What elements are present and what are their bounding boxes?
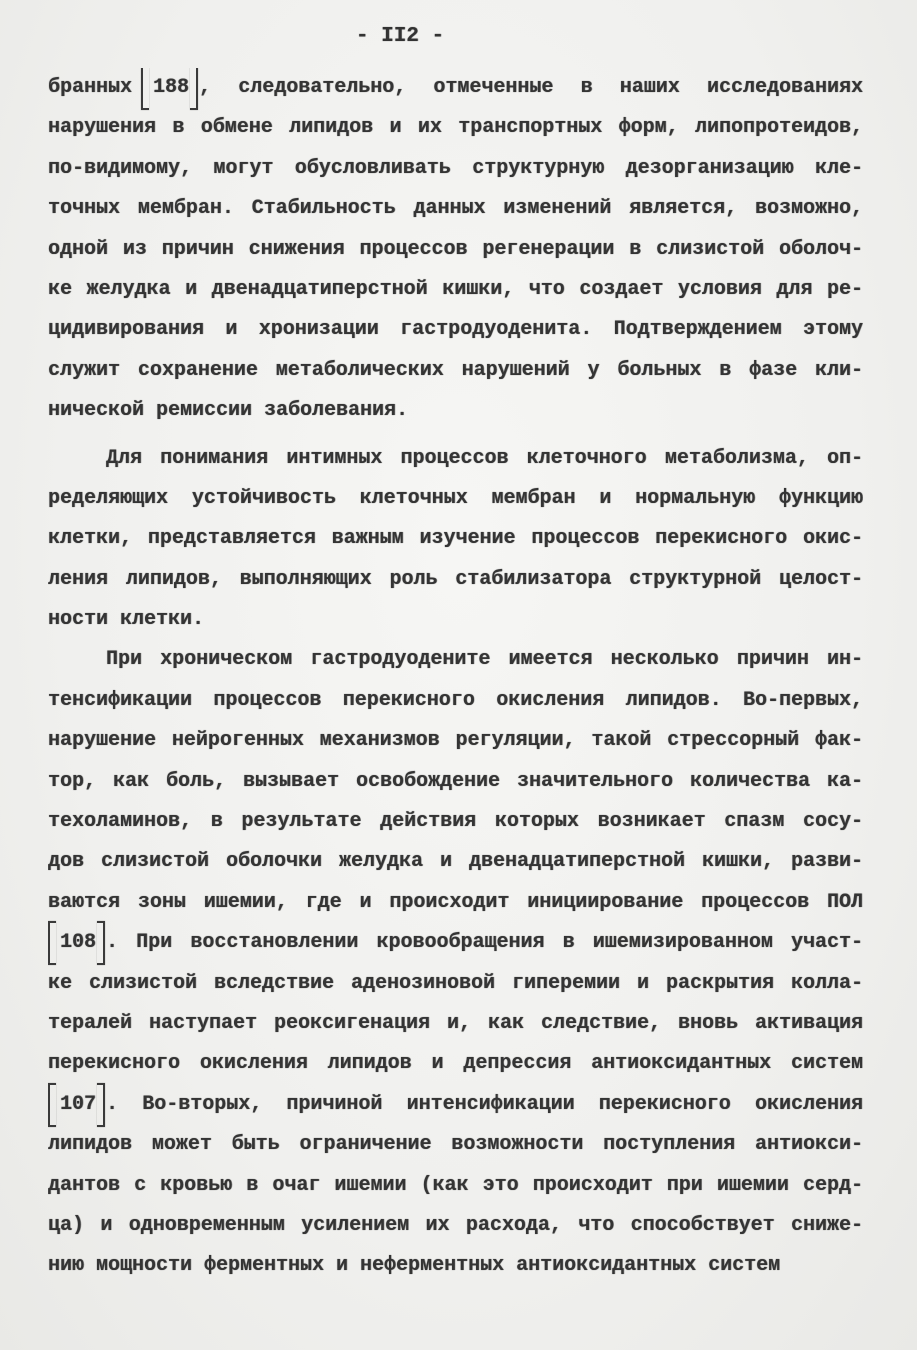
text-line: Для понимания интимных процессов клеточного метаболизма, оп- [106,446,863,470]
right-bracket [190,68,198,110]
text-line [48,68,863,108]
left-bracket [141,68,149,110]
text-line: одной из причин снижения процессов регенерации в слизистой оболоч- [48,237,863,261]
text-line: ности клетки. [48,608,205,632]
text-line: клетки, представляется важным изучение процессов перекисного окис- [48,527,863,551]
document-body [48,68,863,1287]
right-bracket [97,1083,105,1127]
text-line: При хроническом гастродуодените имеется несколько причин ин- [106,648,863,672]
reference-number: 107 [60,1092,97,1116]
reference-number: 188 [153,76,190,99]
text-line: точных мембран. Стабильность данных изменений является, возможно, [48,197,863,221]
text-segment: бранных [48,76,133,99]
text-line: нической ремиссии заболевания. [48,399,409,423]
text-line: ке желудка и двенадцатиперстной кишки, что создает условия для ре- [48,277,863,301]
paragraph [48,640,863,1286]
text-line: дантов с кровью в очаг ишемии (как это происходит при ишемии серд- [48,1173,863,1197]
left-bracket [48,1083,56,1127]
text-line [48,1085,863,1125]
text-line: служит сохранение метаболических нарушений у больных в фазе кли- [48,358,863,382]
text-segment: . Во-вторых, причиной интенсификации перекисного окисления [106,1092,863,1116]
text-line: нарушение нейрогенных механизмов регуляции, такой стрессорный фак- [48,729,863,753]
text-segment: , следовательно, отмеченные в наших исследованиях [199,76,863,99]
text-line: ления липидов, выполняющих роль стабилизатора структурной целост- [48,567,863,591]
reference-citation [48,1092,105,1118]
text-line: ца) и одновременным усилением их расхода, что способствует сниже- [48,1213,863,1237]
text-line: дов слизистой оболочки желудка и двенадцатиперстной кишки, разви- [48,850,863,874]
text-line: ваются зоны ишемии, где и происходит инициирование процессов ПОЛ [48,890,863,914]
reference-citation [48,930,105,956]
text-segment: . При восстановлении кровообращения в ишемизированном участ- [106,931,863,955]
text-line: тенсификации процессов перекисного окисления липидов. Во-первых, [48,688,863,712]
text-line: тор, как боль, вызывает освобождение значительного количества ка- [48,769,863,793]
page-number: - II2 - [355,25,445,48]
text-line: техоламинов, в результате действия которых возникает спазм сосу- [48,810,863,834]
text-line: нарушения в обмене липидов и их транспортных форм, липопротеидов, [48,116,863,140]
text-line: цидивирования и хронизации гастродуоденита. Подтверждением этому [48,318,863,342]
reference-citation [141,75,198,101]
text-line: ределяющих устойчивость клеточных мембран и нормальную функцию [48,486,863,510]
paragraph [48,439,863,641]
text-line: перекисного окисления липидов и депрессия антиоксидантных систем [48,1052,863,1076]
text-line: ке слизистой вследствие аденозиновой гиперемии и раскрытия колла- [48,971,863,995]
text-line: липидов может быть ограничение возможности поступления антиокси- [48,1133,863,1157]
text-line: тералей наступает реоксигенация и, как следствие, вновь активация [48,1011,863,1035]
left-bracket [48,921,56,965]
right-bracket [97,921,105,965]
reference-number: 108 [60,931,97,955]
paragraph [48,68,863,432]
text-line: нию мощности ферментных и неферментных антиоксидантных систем [48,1254,781,1278]
text-line [48,923,863,963]
text-line: по-видимому, могут обусловливать структурную дезорганизацию кле- [48,156,863,180]
